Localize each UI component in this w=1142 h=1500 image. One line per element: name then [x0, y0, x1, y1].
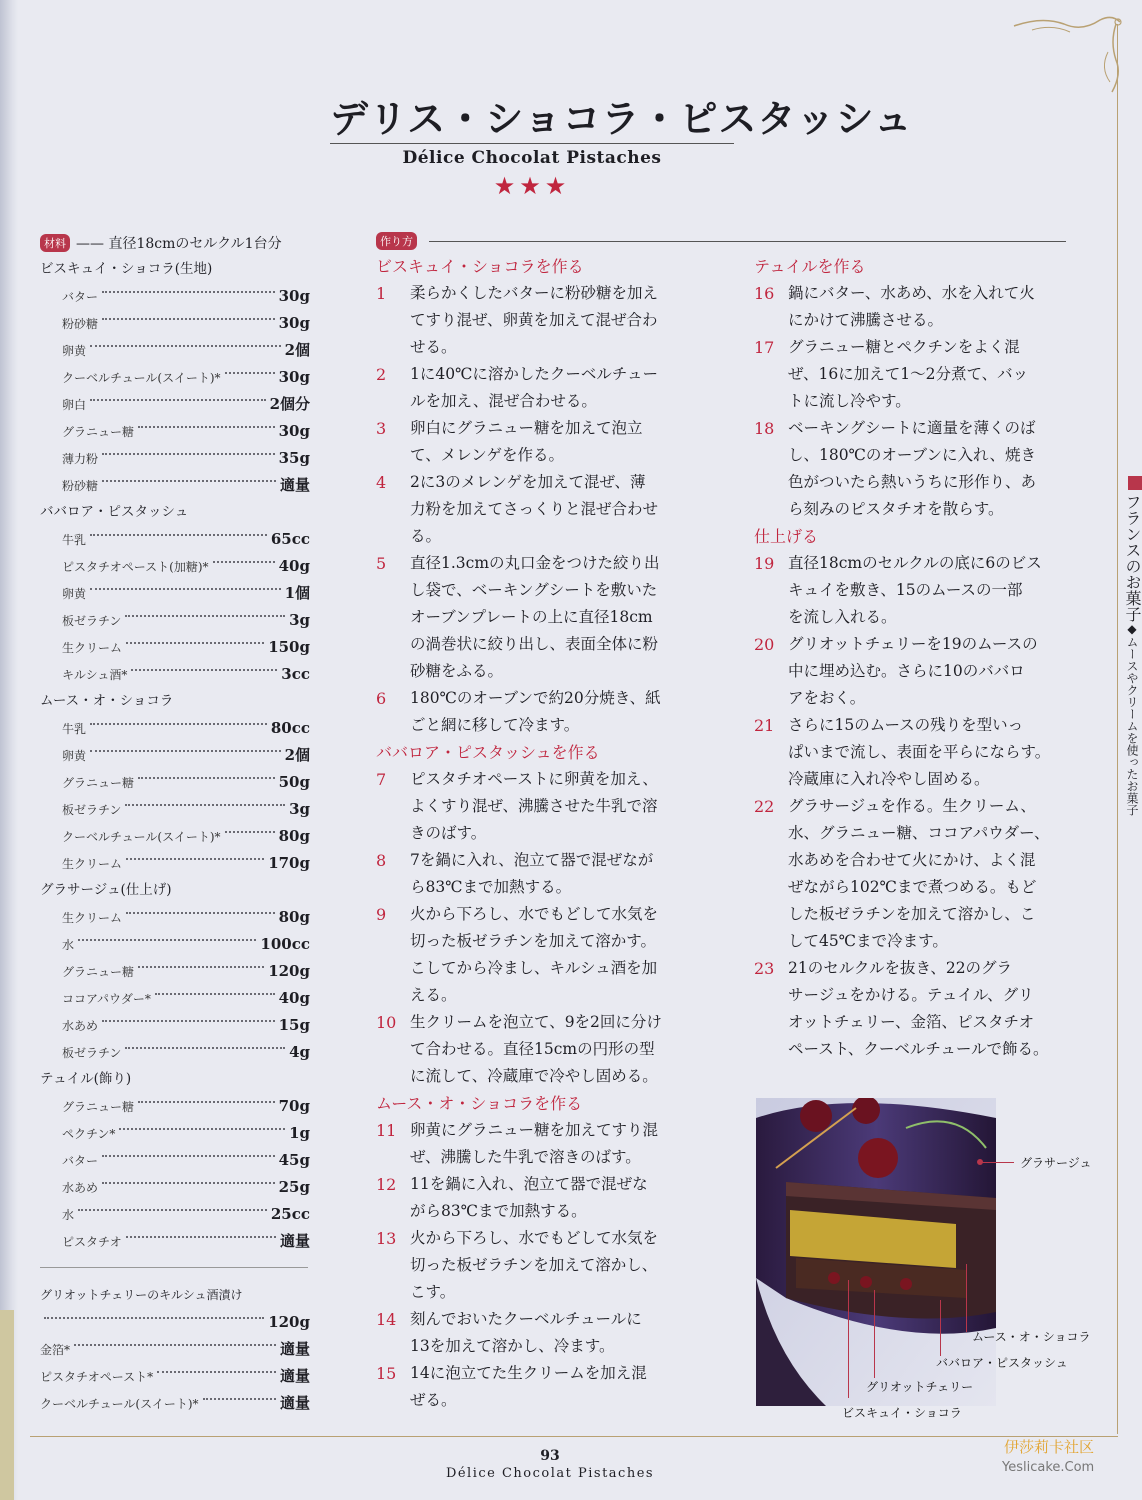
leader-dots: [102, 1020, 275, 1022]
ingredient-amount: 150g: [268, 638, 310, 656]
leader-dots: [90, 723, 267, 725]
method-step: [376, 1225, 698, 1306]
method-step: [754, 955, 1066, 1063]
leader-dots: [90, 750, 281, 752]
ingredient-name: クーベルチュール(スイート)*: [62, 830, 221, 844]
step-text: 直径18cmのセルクルの底に6のビス キュイを敷き、15のムースの一部 を流し入れる。: [788, 554, 1042, 626]
ingredient-row: [40, 418, 310, 445]
step-text: 柔らかくしたバターに粉砂糖を加え てすり混ぜ、卵黄を加えて混ぜ合わ せる。: [410, 284, 659, 356]
ingredients-panel: [40, 230, 310, 1417]
leader-dots: [102, 291, 275, 293]
step-number: 10: [376, 1013, 397, 1032]
leader-dots: [126, 858, 264, 860]
leader-dots: [138, 1101, 275, 1103]
ingredient-amount: 65cc: [270, 530, 310, 548]
ingredient-name: 卵黄: [62, 587, 87, 601]
method-column-right: [754, 253, 1066, 1063]
leader-dots: [90, 534, 267, 536]
step-number: 22: [754, 797, 775, 816]
ingredient-row: [40, 661, 310, 688]
leader-dots: [126, 1236, 276, 1238]
ingredient-amount: 25cc: [270, 1205, 310, 1223]
page-number: 93: [540, 1448, 560, 1464]
method-step: [754, 415, 1066, 523]
ingredient-amount: 170g: [268, 854, 310, 872]
ingredient-row: [40, 634, 310, 661]
page-spine: [0, 0, 18, 1500]
ingredient-name: 生クリーム: [62, 857, 123, 871]
step-text: グラサージュを作る。生クリーム、 水、グラニュー糖、ココアパウダー、 水あめを合わせて火にかけ、よく混 ぜながら102℃まで煮つめる。もど した板ゼラチンを加えて溶かし、こ して45℃まで冷ます。: [788, 797, 1050, 950]
ingredient-row: [40, 742, 310, 769]
ingredient-amount: 100cc: [260, 935, 310, 953]
ingredient-row: [40, 1336, 310, 1363]
step-text: ピスタチオペーストに卵黄を加え、 よくすり混ぜ、沸騰させた牛乳で溶 きのばす。: [410, 770, 658, 842]
ingredient-name: 卵黄: [62, 749, 87, 763]
label-cherry: グリオットチェリー: [866, 1380, 974, 1394]
method-section-title: 仕上げる: [754, 527, 819, 546]
chapter-tab-marker: [1128, 476, 1142, 490]
step-number: 5: [376, 554, 387, 573]
label-glacage: グラサージュ: [1020, 1156, 1092, 1170]
ingredient-amount: 4g: [289, 1043, 310, 1061]
step-text: 鍋にバター、水あめ、水を入れて火 にかけて沸騰させる。: [788, 284, 1035, 329]
leader-dots: [138, 777, 275, 779]
ingredient-name: 生クリーム: [62, 911, 123, 925]
ingredient-name: ピスタチオ: [62, 1235, 122, 1249]
ingredient-amount: 80g: [278, 827, 310, 845]
ingredient-row: [40, 985, 310, 1012]
callout-line: [966, 1264, 967, 1332]
leader-dots: [203, 1398, 276, 1400]
ingredient-section-title: テュイル(飾り): [40, 1071, 132, 1087]
method-step: [376, 766, 698, 847]
chapter-tab: [1122, 494, 1142, 816]
step-number: 12: [376, 1175, 397, 1194]
step-number: 18: [754, 419, 775, 438]
ingredient-name: 板ゼラチン: [62, 1046, 122, 1060]
step-text: 21のセルクルを抜き、22のグラ サージュをかける。テュイル、グリ オットチェリー、金箔、ピスタチオ ペースト、クーベルチュールで飾る。: [788, 959, 1049, 1058]
ingredient-name: 板ゼラチン: [62, 803, 122, 817]
leader-dots: [78, 1209, 267, 1211]
ingredient-amount: 15g: [278, 1016, 310, 1034]
step-text: 1に40℃に溶かしたクーベルチュー ルを加え、混ぜ合わせる。: [410, 365, 658, 410]
step-number: 7: [376, 770, 387, 789]
ingredient-row: [40, 391, 310, 418]
ingredient-section-title: ムース・オ・ショコラ: [40, 693, 174, 709]
step-number: 23: [754, 959, 775, 978]
step-text: 直径1.3cmの丸口金をつけた絞り出 し袋で、ベーキングシートを敷いた オーブンプレートの上に直径18cm の渦巻状に絞り出し、表面全体に粉 砂糖をふる。: [410, 554, 660, 680]
running-footer: Délice Chocolat Pistaches: [445, 1466, 655, 1481]
method-step: [376, 1171, 698, 1225]
ingredient-row: [40, 1201, 310, 1228]
method-column-left: [376, 253, 698, 1414]
method-step: [376, 361, 698, 415]
page-subtitle: Délice Chocolat Pistaches: [402, 148, 662, 168]
step-number: 19: [754, 554, 775, 573]
ingredient-row: [40, 607, 310, 634]
leader-dots: [78, 939, 256, 941]
leader-dots: [125, 615, 285, 617]
ingredient-name: ペクチン*: [62, 1127, 116, 1141]
ingredient-name: ココアパウダー*: [62, 992, 151, 1006]
ingredient-row: [40, 904, 310, 931]
difficulty-stars: ★★★: [493, 172, 571, 200]
ingredient-row: [40, 472, 310, 499]
method-step: [754, 793, 1066, 955]
step-number: 20: [754, 635, 775, 654]
ingredient-amount: 30g: [278, 287, 310, 305]
ingredient-amount: 35g: [278, 449, 310, 467]
leader-dots: [102, 1182, 275, 1184]
leader-dots: [102, 480, 276, 482]
method-step: [376, 1360, 698, 1414]
ingredient-row: [40, 1174, 310, 1201]
step-number: 11: [376, 1121, 397, 1140]
step-number: 13: [376, 1229, 397, 1248]
callout-line: [874, 1290, 875, 1378]
ingredient-amount: 適量: [279, 1394, 310, 1412]
ingredient-name: 薄力粉: [62, 452, 99, 466]
leader-dots: [131, 669, 277, 671]
ingredient-row: [40, 1309, 310, 1336]
ingredient-row: [40, 580, 310, 607]
ingredient-name: クーベルチュール(スイート)*: [62, 371, 221, 385]
method-step: [376, 550, 698, 685]
step-text: グラニュー糖とペクチンをよく混 ぜ、16に加えて1〜2分煮て、バッ トに流し冷やす。: [788, 338, 1029, 410]
ingredient-name: 生クリーム: [62, 641, 123, 655]
leader-dots: [44, 1317, 264, 1319]
callout-line: [940, 1300, 941, 1356]
ingredient-name: 卵白: [62, 398, 87, 412]
callout-line: [848, 1280, 849, 1398]
leader-dots: [213, 561, 275, 563]
ingredient-row: [40, 850, 310, 877]
callout-line: [980, 1162, 1014, 1163]
step-number: 6: [376, 689, 387, 708]
ingredient-name: 板ゼラチン: [62, 614, 122, 628]
step-text: 11を鍋に入れ、泡立て器で混ぜな がら83℃まで加熱する。: [410, 1175, 648, 1220]
method-tag: 作り方: [376, 232, 417, 250]
ingredient-row: [40, 931, 310, 958]
ingredient-name: バター: [62, 1154, 99, 1168]
step-text: 180℃のオーブンで約20分焼き、紙 ごと網に移して冷ます。: [410, 689, 661, 734]
page-title: デリス・ショコラ・ピスタッシュ: [330, 96, 913, 141]
leader-dots: [138, 426, 275, 428]
step-text: 火から下ろし、水でもどして水気を 切った板ゼラチンを加えて溶かす。 こしてから冷まし、キルシュ酒を加 える。: [410, 905, 659, 1004]
method-step: [754, 280, 1066, 334]
ingredient-row: [40, 1039, 310, 1066]
ingredient-name: グラニュー糖: [62, 1100, 135, 1114]
ingredient-amount: 適量: [279, 1367, 310, 1385]
leader-dots: [102, 1155, 275, 1157]
ingredient-name: 水あめ: [62, 1181, 99, 1195]
ingredient-amount: 50g: [278, 773, 310, 791]
step-number: 2: [376, 365, 387, 384]
label-bavarois: ババロア・ピスタッシュ: [936, 1356, 1068, 1370]
ingredient-amount: 1個: [284, 584, 310, 602]
ingredient-amount: 30g: [278, 368, 310, 386]
garnish-list: [40, 1336, 310, 1417]
method-section-title: ビスキュイ・ショコラを作る: [376, 257, 584, 276]
ingredient-amount: 2個: [284, 341, 310, 359]
method-step: [376, 901, 698, 1009]
ingredient-amount: 120g: [268, 962, 310, 980]
step-text: 火から下ろし、水でもどして水気を 切った板ゼラチンを加えて溶かし、 こす。: [410, 1229, 659, 1301]
ingredient-sections: [40, 256, 310, 1255]
label-mousse: ムース・オ・ショコラ: [972, 1330, 1091, 1344]
step-text: ベーキングシートに適量を薄くのば し、180℃のオーブンに入れ、焼き 色がついたら熱いうちに形作り、あ ら刻みのピスタチオを散らす。: [788, 419, 1037, 518]
cherry-name: グリオットチェリーのキルシュ酒漬け: [40, 1288, 243, 1302]
step-number: 3: [376, 419, 387, 438]
method-step: [754, 550, 1066, 631]
ingredient-amount: 3g: [289, 800, 310, 818]
ingredients-divider: [40, 1267, 308, 1268]
ingredient-row: [40, 1228, 310, 1255]
step-text: 卵白にグラニュー糖を加えて泡立 て、メレンゲを作る。: [410, 419, 643, 464]
step-number: 9: [376, 905, 387, 924]
ingredients-yield: —— 直径18cmのセルクル1台分: [76, 236, 282, 252]
step-number: 21: [754, 716, 775, 735]
ingredient-name: クーベルチュール(スイート)*: [40, 1397, 199, 1411]
ingredient-amount: 120g: [268, 1313, 310, 1331]
ingredient-name: ピスタチオペースト(加糖)*: [62, 560, 209, 574]
ingredient-row: [40, 553, 310, 580]
ingredient-section-title: ビスキュイ・ショコラ(生地): [40, 261, 213, 277]
step-text: 生クリームを泡立て、9を2回に分け て合わせる。直径15cmの円形の型 に流して、冷蔵庫で冷やし固める。: [410, 1013, 662, 1085]
ingredient-amount: 30g: [278, 422, 310, 440]
ingredient-row: [40, 1390, 310, 1417]
leader-dots: [225, 372, 275, 374]
leader-dots: [125, 804, 285, 806]
corner-ornament: [1012, 12, 1124, 104]
ingredients-header: [40, 230, 310, 256]
leader-dots: [90, 588, 281, 590]
ingredients-tag: 材料: [40, 234, 70, 252]
watermark-url: Yeslicake.Com: [1002, 1460, 1095, 1475]
ingredient-name: 粉砂糖: [62, 317, 99, 331]
step-text: 刻んでおいたクーベルチュールに 13を加えて溶かし、冷ます。: [410, 1310, 642, 1355]
ingredient-section-title: ババロア・ピスタッシュ: [40, 504, 189, 520]
method-step: [754, 334, 1066, 415]
step-number: 15: [376, 1364, 397, 1383]
ingredient-row: [40, 769, 310, 796]
ingredient-amount: 45g: [278, 1151, 310, 1169]
step-number: 16: [754, 284, 775, 303]
ingredient-amount: 40g: [278, 557, 310, 575]
chapter-title: フランスのお菓子: [1123, 494, 1142, 622]
ingredient-row: [40, 364, 310, 391]
method-step: [754, 712, 1066, 793]
step-text: 7を鍋に入れ、泡立て器で混ぜなが ら83℃まで加熱する。: [410, 851, 654, 896]
method-step: [376, 1009, 698, 1090]
method-step: [376, 280, 698, 361]
leader-dots: [126, 642, 264, 644]
ingredient-row: [40, 283, 310, 310]
ingredient-name: バター: [62, 290, 99, 304]
method-step: [754, 631, 1066, 712]
method-header: [376, 231, 1066, 251]
method-step: [376, 847, 698, 901]
page-frame-right: [1117, 24, 1118, 1434]
step-text: 卵黄にグラニュー糖を加えてすり混 ぜ、沸騰した牛乳で溶きのばす。: [410, 1121, 659, 1166]
ingredient-name: 水: [62, 1208, 75, 1222]
leader-dots: [138, 966, 264, 968]
step-text: グリオットチェリーを19のムースの 中に埋め込む。さらに10のババロ アをおく。: [788, 635, 1038, 707]
ingredient-amount: 3g: [289, 611, 310, 629]
ingredient-amount: 30g: [278, 314, 310, 332]
leader-dots: [225, 831, 275, 833]
title-rule: [330, 143, 734, 144]
ingredient-name: ピスタチオペースト*: [40, 1370, 154, 1384]
ingredient-amount: 40g: [278, 989, 310, 1007]
ingredient-amount: 80cc: [270, 719, 310, 737]
ingredient-name: グラニュー糖: [62, 425, 135, 439]
leader-dots: [119, 1128, 285, 1130]
method-step: [376, 469, 698, 550]
ingredient-name: グラニュー糖: [62, 965, 135, 979]
step-number: 14: [376, 1310, 397, 1329]
leader-dots: [155, 993, 275, 995]
step-text: 2に3のメレンゲを加えて混ぜ、薄 力粉を加えてさっくりと混ぜ合わせ る。: [410, 473, 659, 545]
ingredient-amount: 適量: [279, 1232, 310, 1250]
ingredient-amount: 適量: [279, 1340, 310, 1358]
watermark-cn: 伊莎莉卡社区: [1004, 1438, 1095, 1456]
method-rule: [429, 241, 1066, 242]
leader-dots: [102, 453, 275, 455]
ingredient-row: [40, 1147, 310, 1174]
ingredient-row: [40, 715, 310, 742]
ingredient-row: [40, 958, 310, 985]
ingredient-name: グラニュー糖: [62, 776, 135, 790]
page-frame-bottom: [30, 1436, 1118, 1437]
ingredient-name: キルシュ酒*: [62, 668, 128, 682]
ingredient-amount: 80g: [278, 908, 310, 926]
ingredient-name: 水あめ: [62, 1019, 99, 1033]
ingredient-row: [40, 1093, 310, 1120]
leader-dots: [125, 1047, 285, 1049]
leader-dots: [102, 318, 275, 320]
ingredient-row: [40, 1012, 310, 1039]
method-step: [376, 1306, 698, 1360]
ingredient-name: 金箔*: [40, 1343, 71, 1357]
step-number: 17: [754, 338, 775, 357]
chapter-subtitle: ◆ムースやクリームを使ったお菓子: [1125, 622, 1139, 816]
step-text: さらに15のムースの残りを型いっ ぱいまで流し、表面を平らにならす。 冷蔵庫に入れ冷やし固める。: [788, 716, 1051, 788]
ingredient-name: 卵黄: [62, 344, 87, 358]
method-step: [376, 685, 698, 739]
ingredient-amount: 1g: [289, 1124, 310, 1142]
ingredient-name: 粉砂糖: [62, 479, 99, 493]
leader-dots: [74, 1344, 276, 1346]
step-number: 1: [376, 284, 387, 303]
leader-dots: [126, 912, 275, 914]
ingredient-row: [40, 526, 310, 553]
ingredient-row: [40, 445, 310, 472]
ingredient-row: [40, 337, 310, 364]
leader-dots: [90, 399, 266, 401]
method-step: [376, 1117, 698, 1171]
ingredient-row: [40, 823, 310, 850]
ingredient-name: 牛乳: [62, 533, 87, 547]
leader-dots: [90, 345, 281, 347]
leader-dots: [157, 1371, 276, 1373]
step-number: 4: [376, 473, 387, 492]
ingredient-row: [40, 1363, 310, 1390]
ingredient-amount: 2個分: [269, 395, 310, 413]
method-section-title: ババロア・ピスタッシュを作る: [376, 743, 600, 762]
step-number: 8: [376, 851, 387, 870]
ingredient-amount: 2個: [284, 746, 310, 764]
ingredient-amount: 3cc: [281, 665, 310, 683]
method-step: [376, 415, 698, 469]
ingredient-row: [40, 1120, 310, 1147]
callout-dot: [977, 1159, 983, 1165]
ingredient-row: [40, 310, 310, 337]
step-text: 14に泡立てた生クリームを加え混 ぜる。: [410, 1364, 647, 1409]
ingredient-amount: 25g: [278, 1178, 310, 1196]
ingredient-name: 水: [62, 938, 75, 952]
label-biscuit: ビスキュイ・ショコラ: [842, 1406, 962, 1420]
ingredient-row: [40, 796, 310, 823]
ingredient-amount: 適量: [279, 476, 310, 494]
ingredient-name: 牛乳: [62, 722, 87, 736]
ingredient-section-title: グラサージュ(仕上げ): [40, 882, 172, 898]
ingredient-amount: 70g: [278, 1097, 310, 1115]
method-section-title: テュイルを作る: [754, 257, 866, 276]
method-section-title: ムース・オ・ショコラを作る: [376, 1094, 583, 1113]
